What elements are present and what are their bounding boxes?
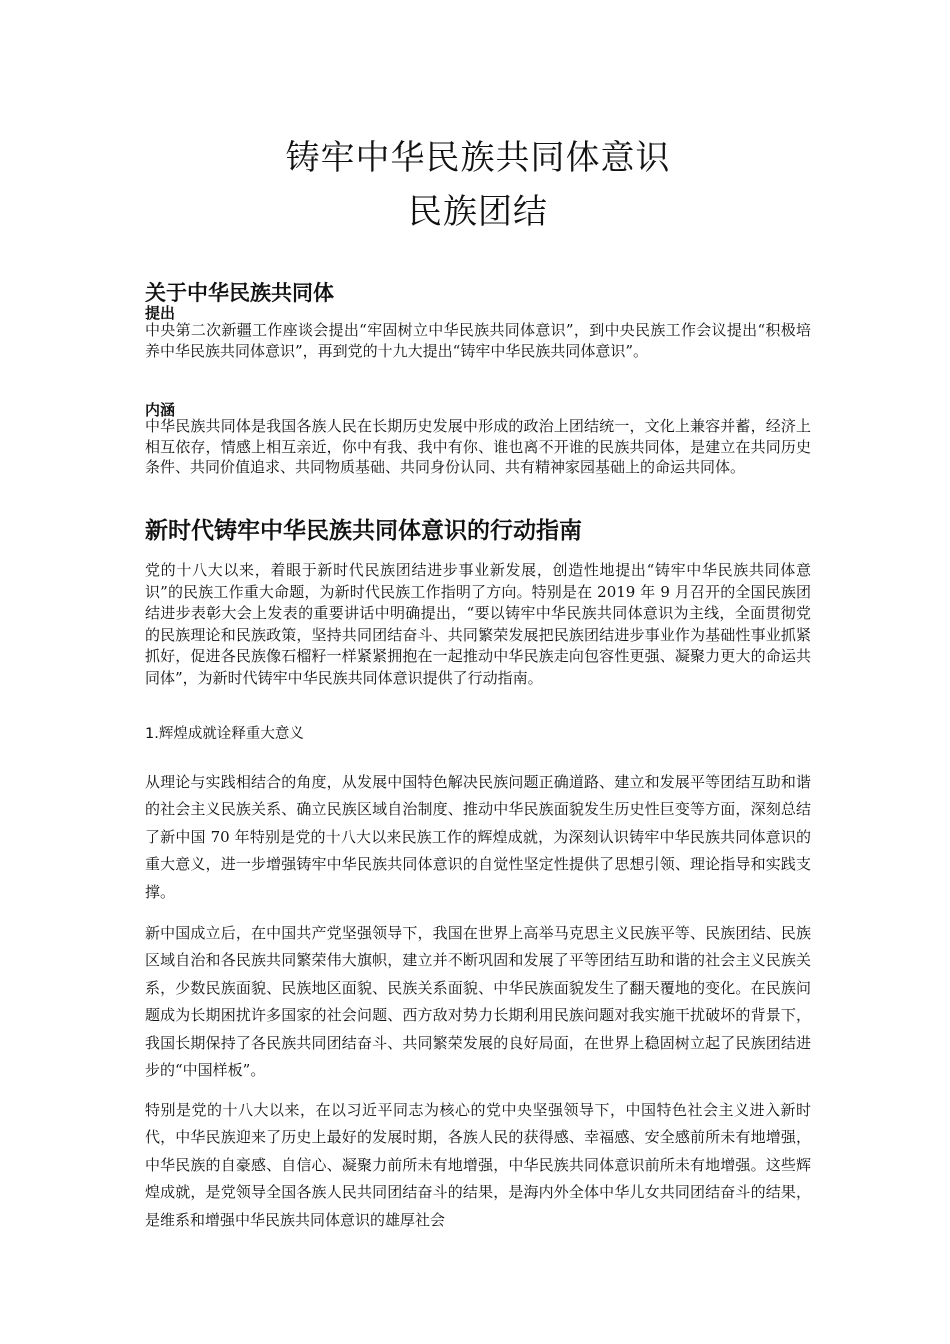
paragraph-proposal: 中央第二次新疆工作座谈会提出“牢固树立中华民族共同体意识”，到中央民族工作会议提出“积极培养中华民族共同体意识”，再到党的十九大提出“铸牢中华民族共同体意识”。 (145, 321, 811, 360)
paragraph-connotation: 中华民族共同体是我国各族人民在长期历史发展中形成的政治上团结统一，文化上兼容并蓄，经济上相互依存，情感上相互亲近，你中有我、我中有你、谁也离不开谁的民族共同体，是建立在共同历史条件、共同价值追求、共同物质基础、共同身份认同、共有精神家园基础上的命运共同体。 (145, 417, 811, 476)
document-subtitle: 民族团结 (408, 192, 548, 232)
point-heading-1: 1.辉煌成就诠释重大意义 (145, 726, 304, 742)
paragraph-intro: 党的十八大以来，着眼于新时代民族团结进步事业新发展，创造性地提出“铸牢中华民族共同体意识”的民族工作重大命题，为新时代民族工作指明了方向。特别是在 2019 年 9 月召开的全国民族团结进步表彰大会上发表的重要讲话中明确提出，“要以铸牢中华民族共同体意识为主线，全面贯彻党的民族理论和民族政策，坚持共同团结奋斗、共同繁荣发展把民族团结进步事业作为基础性事业抓紧抓好，促进各民族像石榴籽一样紧紧拥抱在一起推动中华民族走向包容性更强、凝聚力更大的命运共同体”，为新时代铸牢中华民族共同体意识提供了行动指南。 (145, 561, 811, 687)
subheading-connotation: 内涵 (145, 401, 176, 419)
paragraph-body-3: 特别是党的十八大以来，在以习近平同志为核心的党中央坚强领导下，中国特色社会主义进入新时代，中华民族迎来了历史上最好的发展时期，各族人民的获得感、幸福感、安全感前所未有地增强，中华民族的自豪感、自信心、凝聚力前所未有地增强，中华民族共同体意识前所未有地增强。这些辉煌成就，是党领导全国各族人民共同团结奋斗的结果，是海内外全体中华儿女共同团结奋斗的结果，是维系和增强中华民族共同体意识的雄厚社会 (145, 1101, 811, 1229)
subheading-proposal: 提出 (145, 304, 176, 322)
document-title: 铸牢中华民族共同体意识 (285, 138, 671, 178)
paragraph-body-1: 从理论与实践相结合的角度，从发展中国特色解决民族问题正确道路、建立和发展平等团结互助和谐的社会主义民族关系、确立民族区域自治制度、推动中华民族面貌发生历史性巨变等方面，深刻总结了新中国 70 年特别是党的十八大以来民族工作的辉煌成就，为深刻认识铸牢中华民族共同体意识的重大意义，进一步增强铸牢中华民族共同体意识的自觉性坚定性提供了思想引领、理论指导和实践支撑。 (145, 773, 811, 901)
section-heading-action-guide: 新时代铸牢中华民族共同体意识的行动指南 (145, 518, 582, 544)
section-heading-community: 关于中华民族共同体 (145, 281, 334, 305)
paragraph-body-2: 新中国成立后，在中国共产党坚强领导下，我国在世界上高举马克思主义民族平等、民族团结、民族区域自治和各民族共同繁荣伟大旗帜，建立并不断巩固和发展了平等团结互助和谐的社会主义民族关系，少数民族面貌、民族地区面貌、民族关系面貌、中华民族面貌发生了翻天覆地的变化。在民族问题成为长期困扰许多国家的社会问题、西方敌对势力长期利用民族问题对我实施干扰破坏的背景下，我国长期保持了各民族共同团结奋斗、共同繁荣发展的良好局面，在世界上稳固树立起了民族团结进步的“中国样板”。 (145, 924, 811, 1080)
